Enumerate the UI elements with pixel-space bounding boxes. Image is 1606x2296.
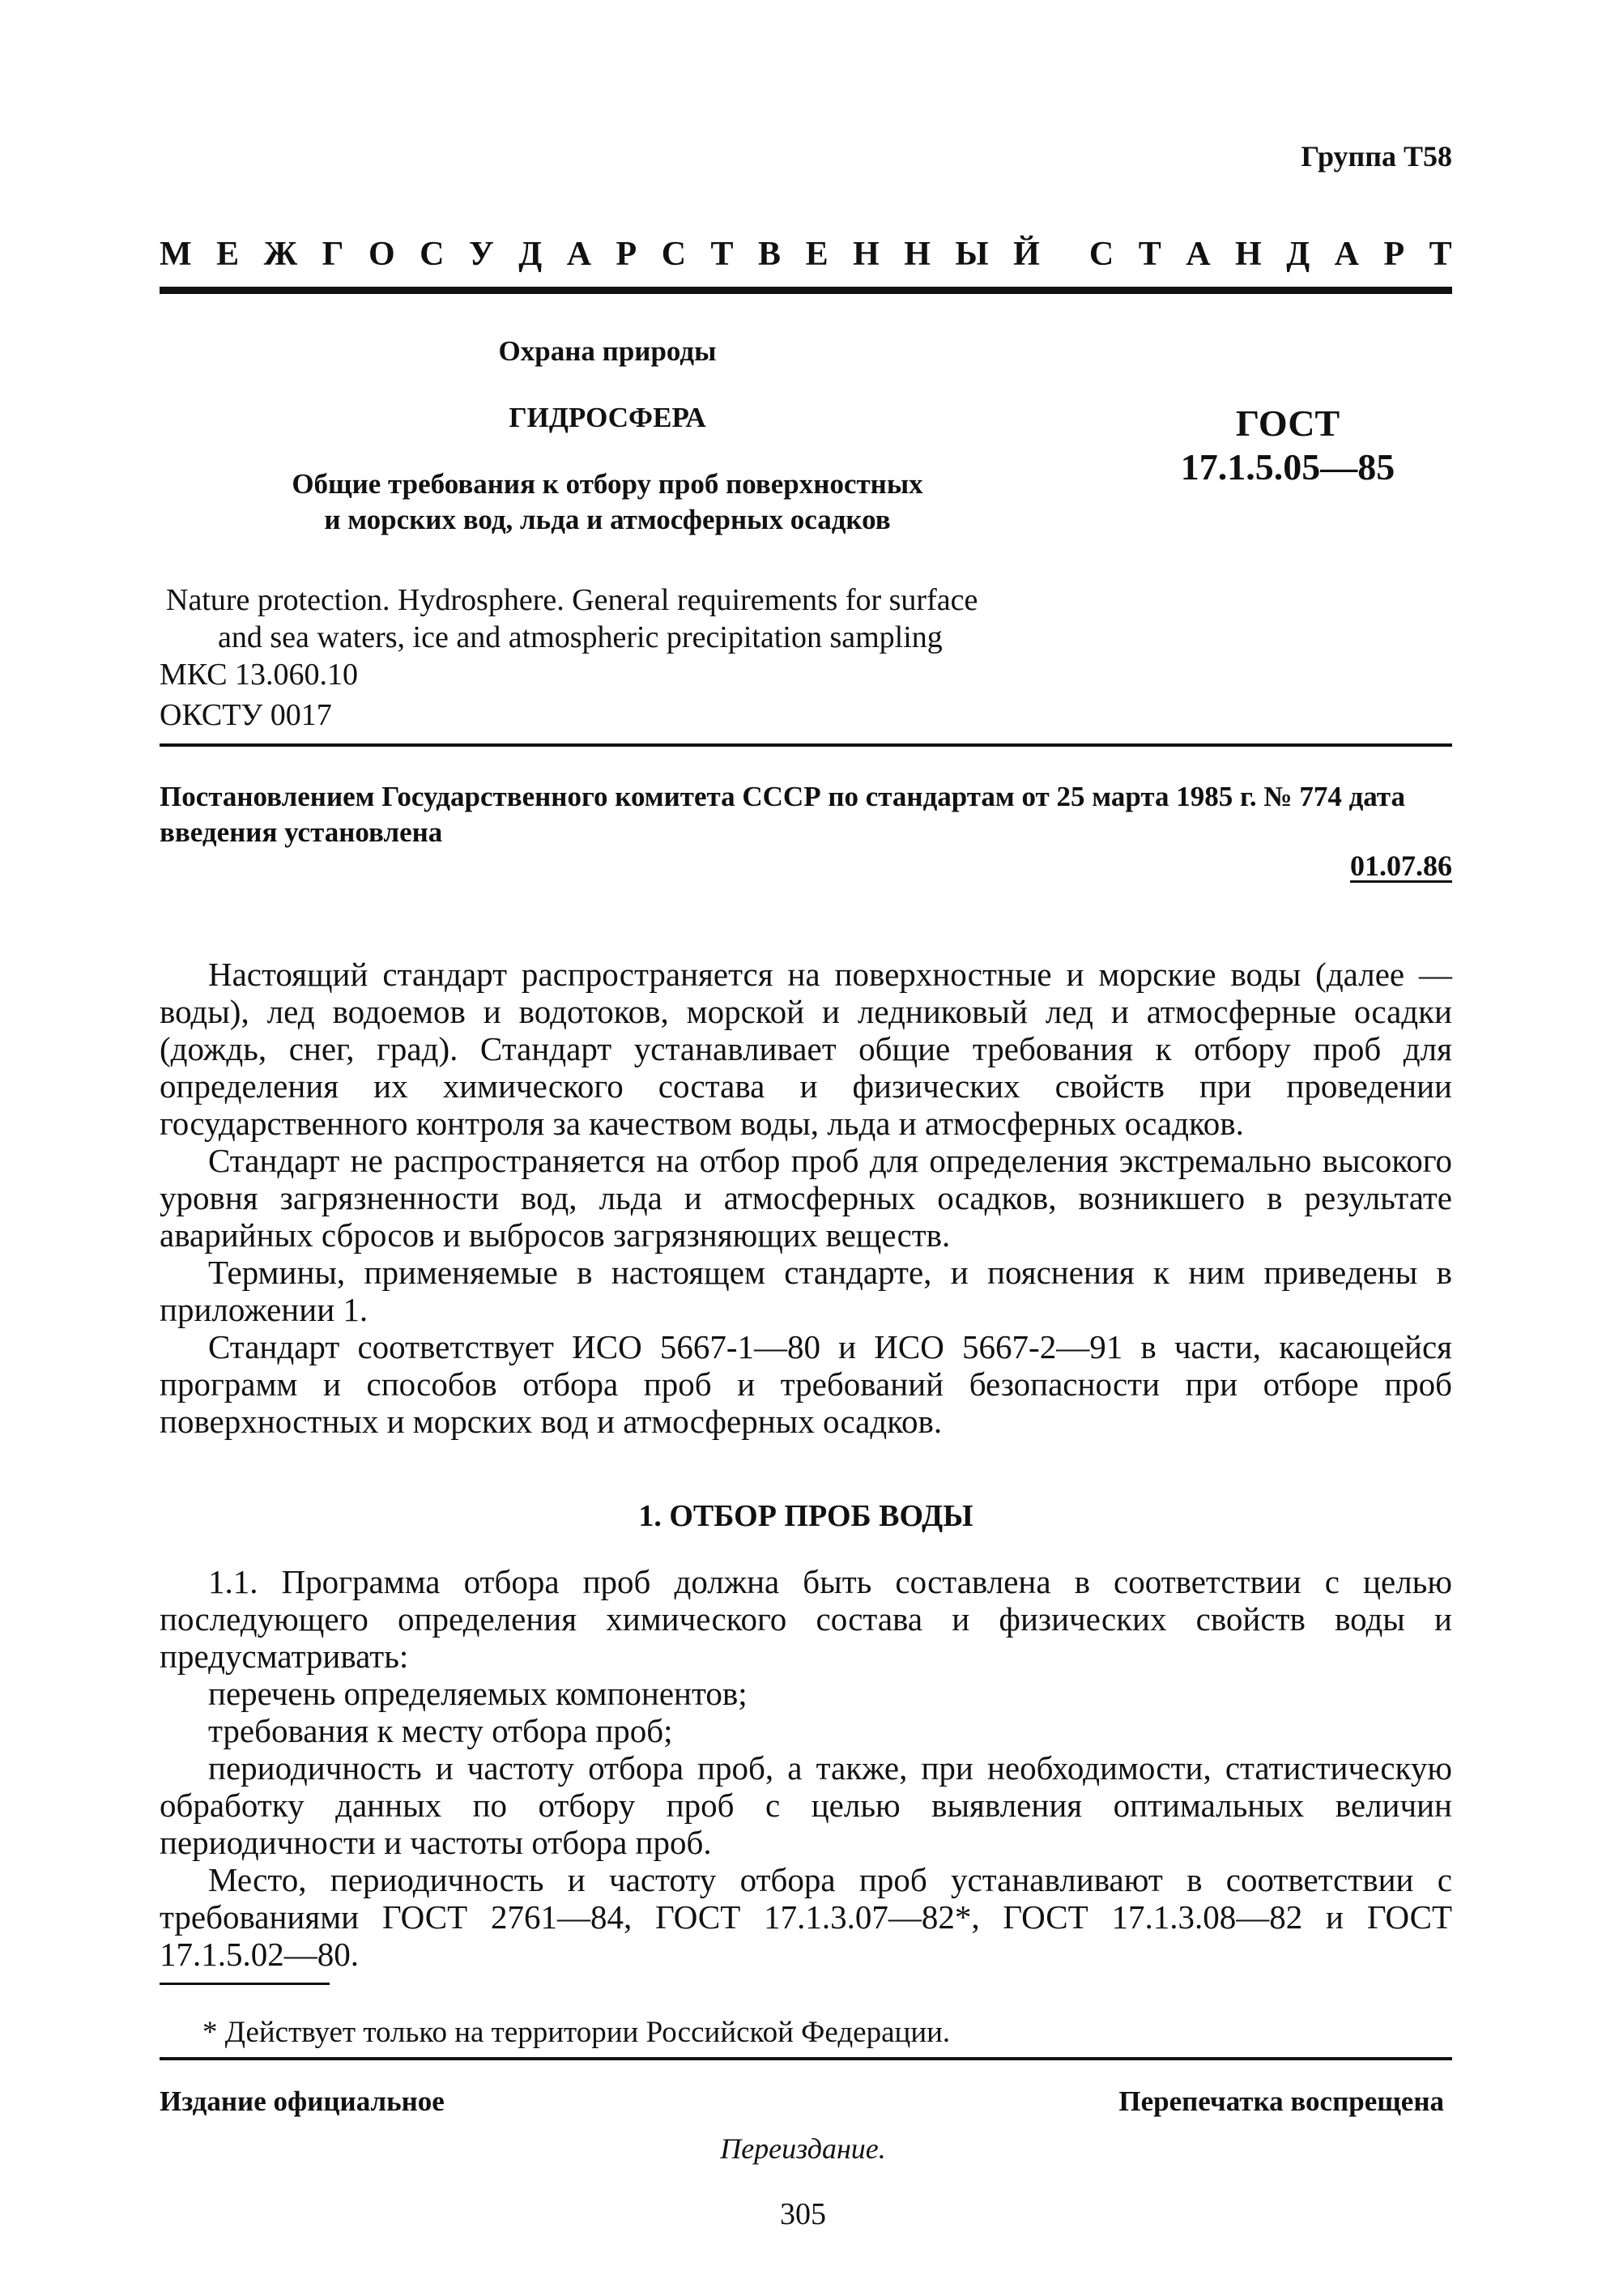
intro-paragraph-4: Стандарт соответствует ИСО 5667-1—80 и ИСО 5667-2—91 в части, касающейся программ и способов отбора проб и требований безопасности при отборе проб поверхностных и морских вод и атмосферных осадков. <box>160 1328 1452 1440</box>
banner-letter: Н <box>904 236 931 273</box>
banner-letter: Й <box>1013 236 1040 273</box>
section-paragraph-1: 1.1. Программа отбора проб должна быть составлена в соответствии с целью последующего определения химического состава и физических свойств воды и предусматривать: <box>160 1563 1452 1675</box>
title-rule <box>160 743 1452 747</box>
reprint-prohibited-label: Перепечатка воспрещена <box>1118 2085 1444 2117</box>
english-title <box>166 581 1097 656</box>
reissue-label: Переиздание. <box>720 2132 886 2165</box>
gost-number: 17.1.5.05—85 <box>1180 446 1395 488</box>
banner-letter: С <box>661 236 687 273</box>
banner-letter: Д <box>1286 236 1310 273</box>
banner-letter: Н <box>853 236 880 273</box>
section-paragraph-2: Место, периодичность и частоту отбора проб устанавливают в соответствии с требованиями ГОСТ 2761—84, ГОСТ 17.1.3.07—82*, ГОСТ 17.1.3.08—82 и ГОСТ 17.1.5.02—80. <box>160 1861 1452 1973</box>
banner-letter: А <box>566 236 592 273</box>
english-title-line2: and sea waters, ice and atmospheric precipitation sampling <box>218 620 943 654</box>
classification-codes <box>160 654 358 735</box>
okstu-code: ОКСТУ 0017 <box>160 698 332 732</box>
english-title-line1: Nature protection. Hydrosphere. General requirements for surface <box>166 583 978 617</box>
list-item: периодичность и частоту отбора проб, а также, при необходимости, статистическую обработку данных по отбору проб с целью выявления оптимальных величин периодичности и частоты отбора проб. <box>160 1749 1452 1861</box>
mks-code: МКС 13.060.10 <box>160 658 359 692</box>
list-item: перечень определяемых компонентов; <box>208 1675 748 1712</box>
gost-designation <box>1126 402 1450 489</box>
header-rule <box>160 287 1452 294</box>
banner-letter: О <box>368 236 395 273</box>
introduction-date: 01.07.86 <box>1350 850 1452 882</box>
banner-letter: С <box>1088 236 1114 273</box>
decree-text: Постановлением Государственного комитета СССР по стандартам от 25 марта 1985 г. № 774 дата введения установлена <box>160 781 1405 848</box>
introduction <box>160 956 1452 1440</box>
banner-letter: Т <box>1429 236 1452 273</box>
intro-paragraph-3: Термины, применяемые в настоящем стандарте, и пояснения к ним приведены в приложении 1. <box>160 1254 1452 1328</box>
banner-letter: Ы <box>955 236 989 273</box>
section-1-body <box>160 1563 1452 1973</box>
title-block <box>243 334 972 538</box>
standard-banner <box>160 235 1452 274</box>
footnote-rule <box>160 1983 330 1985</box>
banner-letter: Р <box>1383 236 1405 273</box>
banner-letter: Д <box>518 236 543 273</box>
banner-letter: А <box>1334 236 1359 273</box>
banner-letter: Е <box>805 236 829 273</box>
banner-letter: А <box>1186 236 1211 273</box>
title-main: ГИДРОСФЕРА <box>509 402 706 433</box>
title-subject: Охрана природы <box>498 335 717 367</box>
banner-letter: М <box>160 236 192 273</box>
title-description-line2: и морских вод, льда и атмосферных осадков <box>324 504 891 535</box>
intro-paragraph-2: Стандарт не распространяется на отбор проб для определения экстремально высокого уровня загрязненности вод, льда и атмосферных осадков, возникшего в результате аварийных сбросов и выбросов загрязняющих веществ. <box>160 1142 1452 1254</box>
footer-rule <box>160 2057 1452 2060</box>
banner-letter: С <box>420 236 445 273</box>
page-number: 305 <box>780 2197 826 2231</box>
banner-letter: Т <box>710 236 734 273</box>
banner-letter: Г <box>322 236 344 273</box>
list-item: требования к месту отбора проб; <box>208 1712 673 1749</box>
banner-letter: Р <box>616 236 637 273</box>
title-description-line1: Общие требования к отбору проб поверхностных <box>292 468 923 500</box>
banner-letter: У <box>468 236 494 273</box>
banner-letter: Ж <box>263 236 298 273</box>
footnote: * Действует только на территории Российской Федерации. <box>202 2016 951 2049</box>
gost-label: ГОСТ <box>1235 403 1340 444</box>
official-edition-label: Издание официальное <box>160 2085 445 2117</box>
intro-paragraph-1: Настоящий стандарт распространяется на поверхностные и морские воды (далее — воды), лед водоемов и водотоков, морской и ледниковый лед и атмосферные осадки (дождь, снег, град). Стандарт устанавливает общие требования к отбору проб для определения их химического состава и физических свойств при проведении государственного контроля за качеством воды, льда и атмосферных осадков. <box>160 956 1452 1142</box>
banner-letter: Е <box>216 236 240 273</box>
banner-letter: Т <box>1138 236 1161 273</box>
group-code: Группа Т58 <box>1301 140 1452 173</box>
banner-letter: В <box>758 236 782 273</box>
section-heading: 1. ОТБОР ПРОБ ВОДЫ <box>638 1499 973 1533</box>
banner-letter: Н <box>1235 236 1262 273</box>
